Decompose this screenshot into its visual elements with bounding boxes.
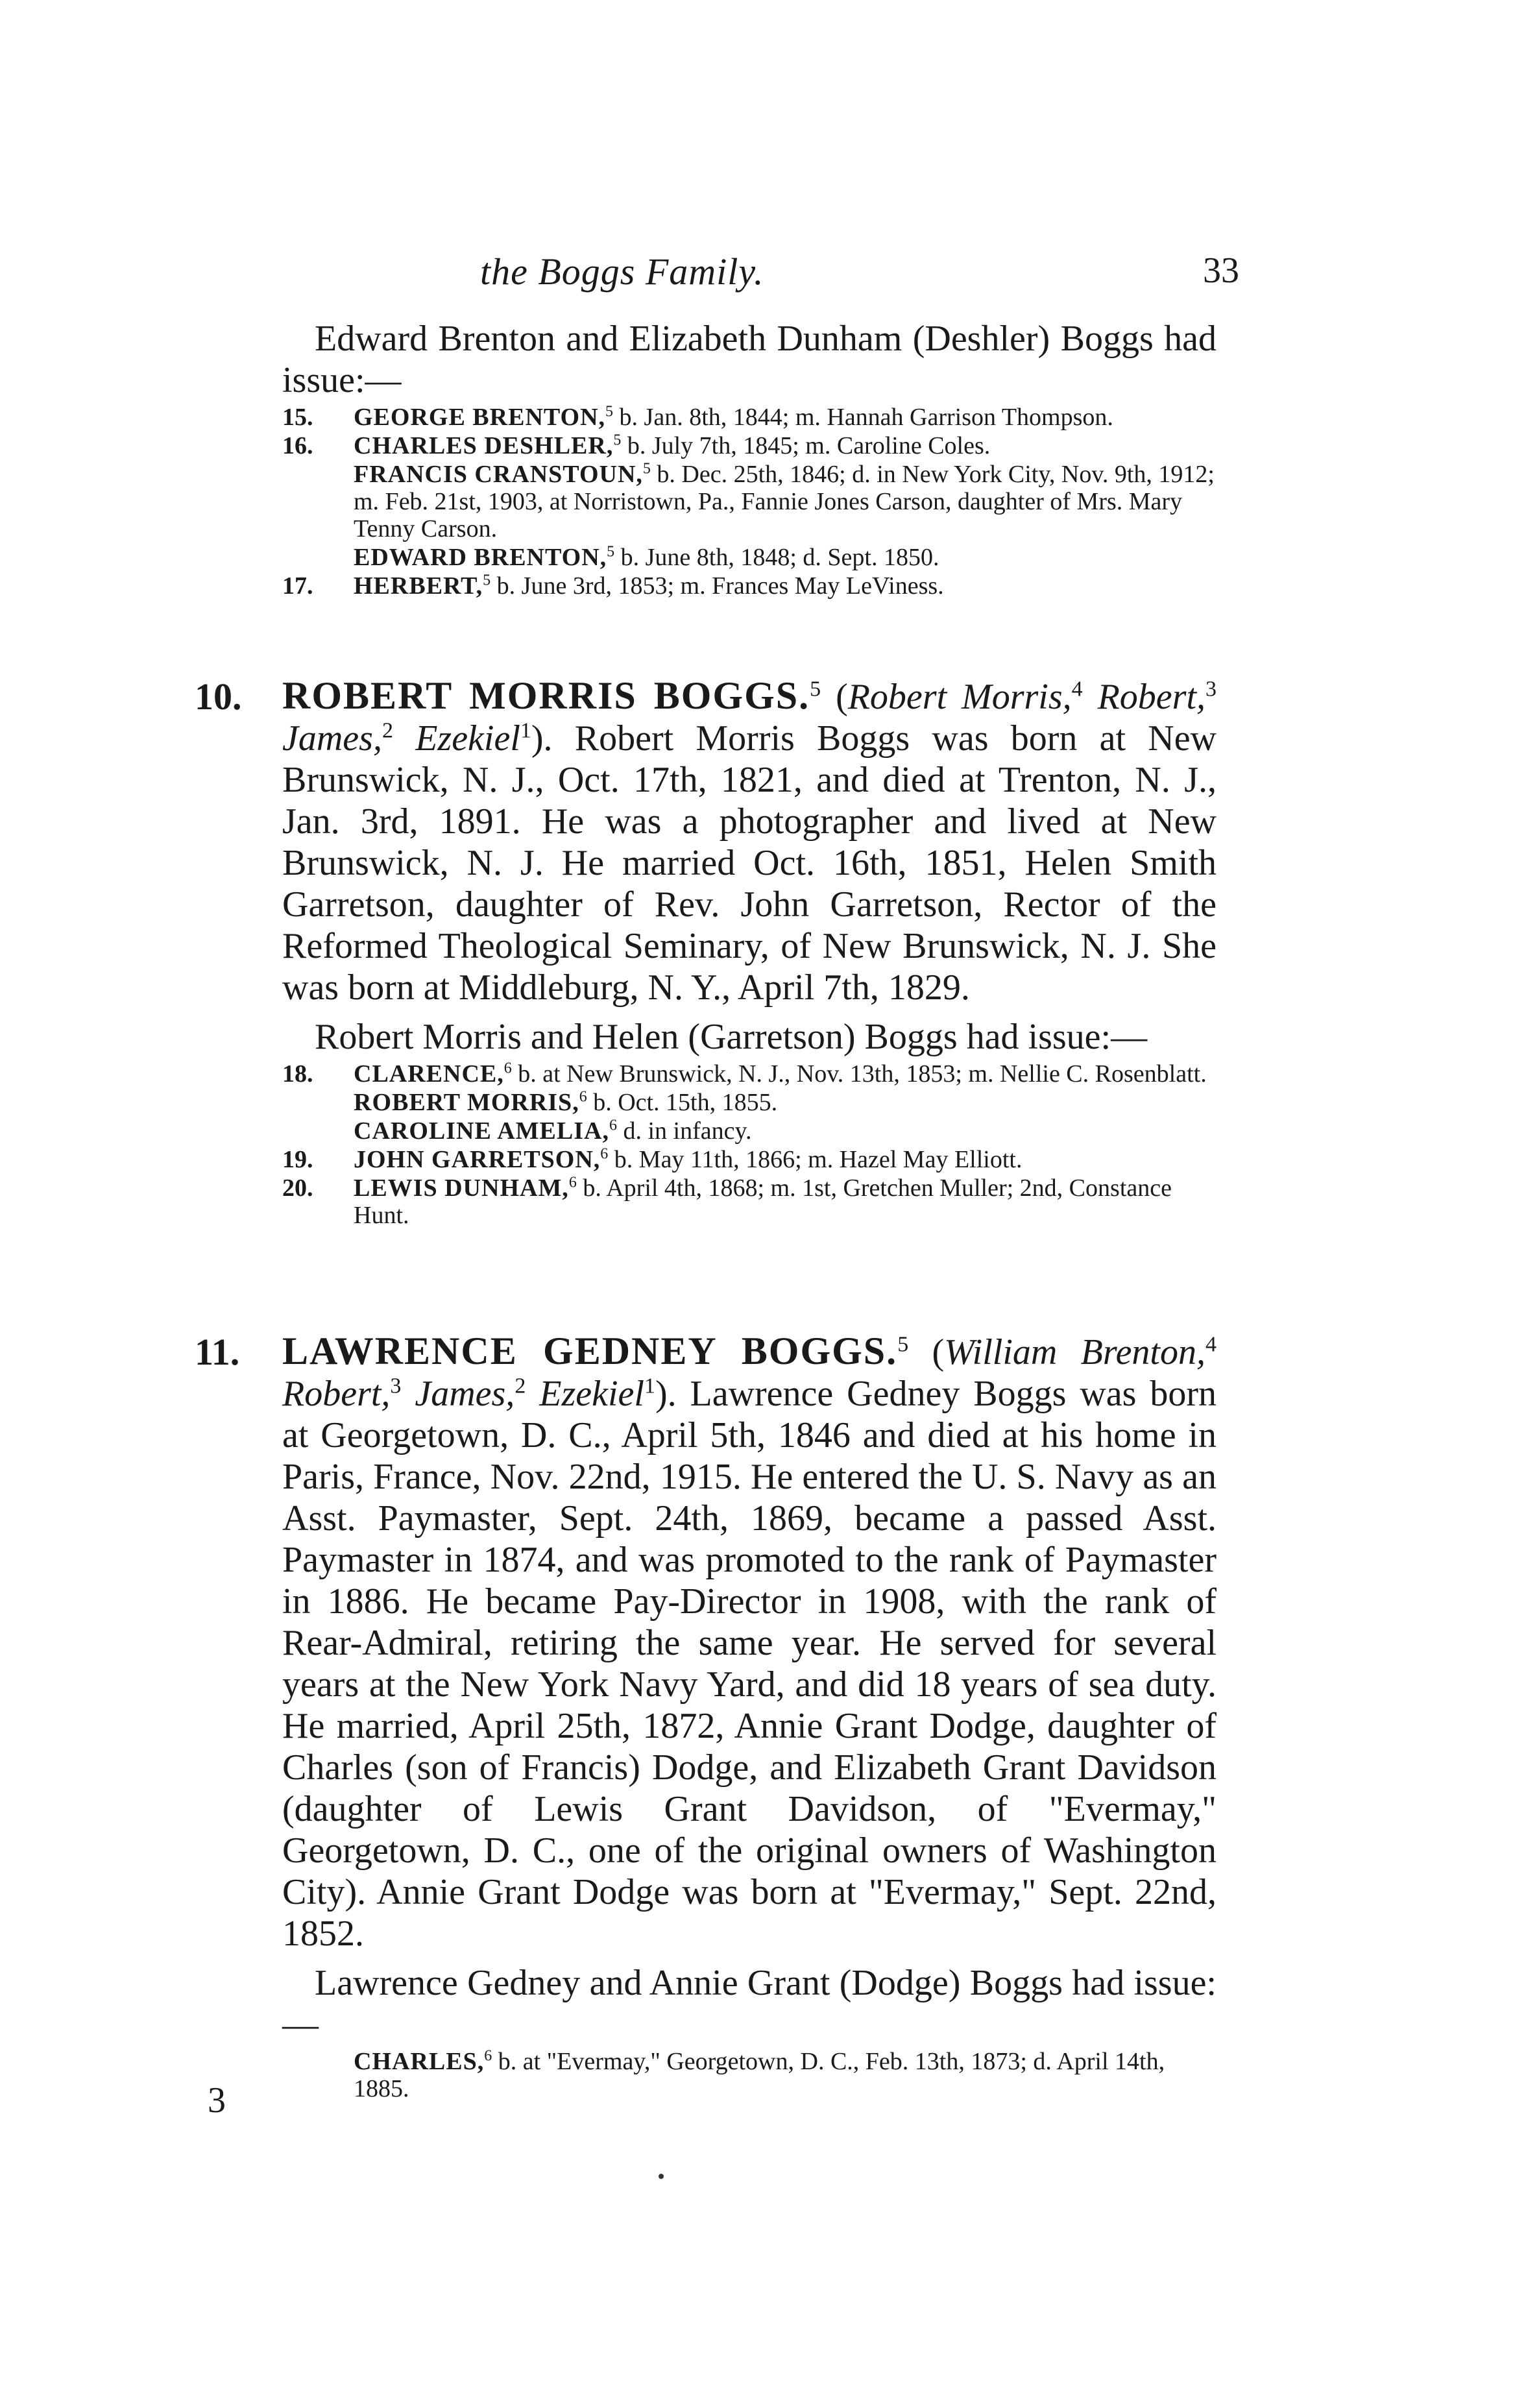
entry-details: d. in infancy. (616, 1117, 752, 1145)
section-11 (195, 1330, 1217, 2104)
issue-entry (282, 1146, 1217, 1173)
signature-mark: 3 (208, 2080, 226, 2121)
issue-entry (282, 1060, 1217, 1088)
generation-number: 5 (607, 543, 615, 561)
generation-number: 6 (609, 1117, 617, 1134)
entry-number: 18. (282, 1060, 313, 1088)
generation-number: 6 (484, 2047, 492, 2065)
entry-details: b. June 3rd, 1853; m. Frances May LeViness. (490, 572, 944, 600)
ancestor-generation: 1 (520, 718, 531, 743)
issue-intro-text: Robert Morris and Helen (Garretson) Boggs had issue:— (315, 1017, 1148, 1057)
ancestor-generation: 3 (390, 1374, 402, 1398)
issue-intro-text: Lawrence Gedney and Annie Grant (Dodge) Boggs had issue:— (282, 1963, 1217, 2045)
issue-entry (282, 2048, 1217, 2102)
generation-number: 6 (568, 1174, 577, 1191)
intro-issue-list (282, 404, 1217, 600)
section-number: 10. (195, 675, 242, 718)
issue-entry (282, 1089, 1217, 1116)
child-name: HERBERT, (354, 572, 483, 600)
ancestor-name: Robert, (1097, 677, 1206, 717)
issue-entry (282, 432, 1217, 459)
ancestor-name: Ezekiel (415, 718, 520, 759)
section-number: 11. (195, 1331, 240, 1373)
section-body: Lawrence Gedney Boggs was born at Georgetown, D. C., April 5th, 1846 and died at his home in Paris, France, Nov. 22nd, 1915. He entered the U. S. Navy as an Asst. Paymaster, Sept. 24th, 1869, became a passed Asst. Paymaster in 1874, and was promoted to the rank of Paymaster in 1886. He became Pay-Director in 1908, with the rank of Rear-Admiral, retiring the same year. He served for several years at the New York Navy Yard, and did 18 years of sea duty. He married, April 25th, 1872, Annie Grant Dodge, daughter of Charles (son of Francis) Dodge, and Elizabeth Grant Davidson (daughter of Lewis Grant Davidson, of "Evermay," Georgetown, D. C., one of the original owners of Washington City). Annie Grant Dodge was born at "Evermay," Sept. 22nd, 1852. (282, 1374, 1217, 1954)
entry-details: b. Jan. 8th, 1844; m. Hannah Garrison Thompson. (613, 404, 1113, 431)
child-name: LEWIS DUNHAM, (354, 1174, 569, 1202)
section-11-issue-list (195, 2048, 1217, 2102)
generation-number: 5 (605, 403, 614, 420)
entry-number: 16. (282, 432, 313, 459)
generation-number: 5 (613, 432, 622, 449)
section-10-paragraph: ROBERT MORRIS BOGGS.$^5$ (Robert Morris,$^4$ Robert,$^3$ James,$^2$ Ezekiel$^1$). Robert Morris Boggs was born at New Brunswick, N. J., Oct. 17th, 1821, and died at Trenton, N. J., Jan. 3rd, 1891. He was a photographer and lived at New Brunswick, N. J. He married Oct. 16th, 1851, Helen Smith Garretson, daughter of Rev. John Garretson, Rector of the Reformed Theological Seminary, of New Brunswick, N. J. She was born at Middleburg, N. Y., April 7th, 1829. (282, 674, 1217, 1008)
ancestor-name: James, (415, 1374, 515, 1414)
issue-entry (282, 544, 1217, 571)
entry-number: 19. (282, 1146, 313, 1173)
ancestor-generation: 4 (1205, 1332, 1217, 1357)
entry-number: 15. (282, 404, 313, 431)
child-name: EDWARD BRENTON, (354, 544, 607, 571)
issue-entry (282, 1117, 1217, 1145)
running-title: the Boggs Family. (480, 250, 764, 293)
entry-details: b. June 8th, 1848; d. Sept. 1850. (614, 544, 939, 571)
child-name: ROBERT MORRIS, (354, 1089, 579, 1116)
entry-details: b. Oct. 15th, 1855. (587, 1089, 778, 1116)
ancestor-generation: 2 (382, 718, 393, 743)
ancestor-name: James, (282, 718, 382, 759)
section-title: LAWRENCE GEDNEY BOGGS. (282, 1330, 898, 1372)
child-name: FRANCIS CRANSTOUN, (354, 461, 643, 488)
ancestor-generation: 1 (644, 1374, 655, 1398)
ancestor-name: William Brenton, (944, 1332, 1205, 1372)
issue-entry (282, 572, 1217, 600)
entry-details: b. July 7th, 1845; m. Caroline Coles. (621, 432, 991, 459)
issue-entry (282, 1174, 1217, 1229)
child-name: CLARENCE, (354, 1060, 504, 1088)
ancestor-generation: 4 (1071, 677, 1083, 701)
section-body: Robert Morris Boggs was born at New Brunswick, N. J., Oct. 17th, 1821, and died at Trenton, N. J., Jan. 3rd, 1891. He was a photographer and lived at New Brunswick, N. J. He married Oct. 16th, 1851, Helen Smith Garretson, daughter of Rev. John Garretson, Rector of the Reformed Theological Seminary, of New Brunswick, N. J. She was born at Middleburg, N. Y., April 7th, 1829. (282, 718, 1217, 1008)
page-number: 33 (1203, 250, 1239, 291)
section-10 (195, 675, 1217, 1230)
child-name: GEORGE BRENTON, (354, 404, 606, 431)
ancestor-name: Robert, (282, 1374, 391, 1414)
generation-number: 5 (642, 460, 651, 478)
issue-entry (282, 404, 1217, 431)
section-title-generation: 5 (897, 1332, 909, 1357)
entry-number: 17. (282, 572, 313, 600)
generation-number: 6 (503, 1060, 512, 1077)
ancestor-generation: 2 (515, 1374, 526, 1398)
child-name: JOHN GARRETSON, (354, 1146, 601, 1173)
issue-intro-text: Edward Brenton and Elizabeth Dunham (Deshler) Boggs had issue:— (282, 319, 1217, 400)
generation-number: 5 (483, 572, 491, 589)
entry-number: 20. (282, 1174, 313, 1202)
section-title: ROBERT MORRIS BOGGS. (282, 674, 810, 717)
entry-details: b. at "Evermay," Georgetown, D. C., Feb. 13th, 1873; d. April 14th, 1885. (354, 2048, 1165, 2102)
section-11-paragraph: LAWRENCE GEDNEY BOGGS.$^5$ (William Brenton,$^4$ Robert,$^3$ James,$^2$ Ezekiel$^1$). Lawrence Gedney Boggs was born at Georgetown, D. C., April 5th, 1846 and died at his home in Paris, France, Nov. 22nd, 1915. He entered the U. S. Navy as an Asst. Paymaster, Sept. 24th, 1869, became a passed Asst. Paymaster in 1874, and was promoted to the rank of Paymaster in 1886. He became Pay-Director in 1908, with the rank of Rear-Admiral, retiring the same year. He served for several years at the New York Navy Yard, and did 18 years of sea duty. He married, April 25th, 1872, Annie Grant Dodge, daughter of Charles (son of Francis) Dodge, and Elizabeth Grant Davidson (daughter of Lewis Grant Davidson, of "Evermay," Georgetown, D. C., one of the original owners of Washington City). Annie Grant Dodge was born at "Evermay," Sept. 22nd, 1852. (282, 1330, 1217, 1954)
generation-number: 6 (600, 1145, 609, 1163)
print-speck (659, 2174, 664, 2179)
entry-details: b. at New Brunswick, N. J., Nov. 13th, 1853; m. Nellie C. Rosenblatt. (511, 1060, 1207, 1088)
ancestor-name: Robert Morris, (847, 677, 1072, 717)
entry-details: b. Dec. 25th, 1846; d. in New York City, Nov. 9th, 1912; m. Feb. 21st, 1903, at Norristown, Pa., Fannie Jones Carson, daughter of Mrs. Mary Tenny Carson. (354, 461, 1215, 542)
ancestor-name: Ezekiel (539, 1374, 644, 1414)
page-header (279, 250, 1278, 302)
entry-details: b. May 11th, 1866; m. Hazel May Elliott. (608, 1146, 1023, 1173)
generation-number: 6 (579, 1088, 587, 1106)
ancestor-generation: 3 (1205, 677, 1217, 701)
intro-issue-block (282, 318, 1217, 601)
child-name: CAROLINE AMELIA, (354, 1117, 609, 1145)
section-title-generation: 5 (810, 677, 821, 701)
issue-entry (282, 461, 1217, 542)
child-name: CHARLES, (354, 2048, 485, 2075)
section-10-issue-list (195, 1060, 1217, 1229)
entry-details: b. April 4th, 1868; m. 1st, Gretchen Muller; 2nd, Constance Hunt. (354, 1174, 1172, 1229)
child-name: CHARLES DESHLER, (354, 432, 614, 459)
